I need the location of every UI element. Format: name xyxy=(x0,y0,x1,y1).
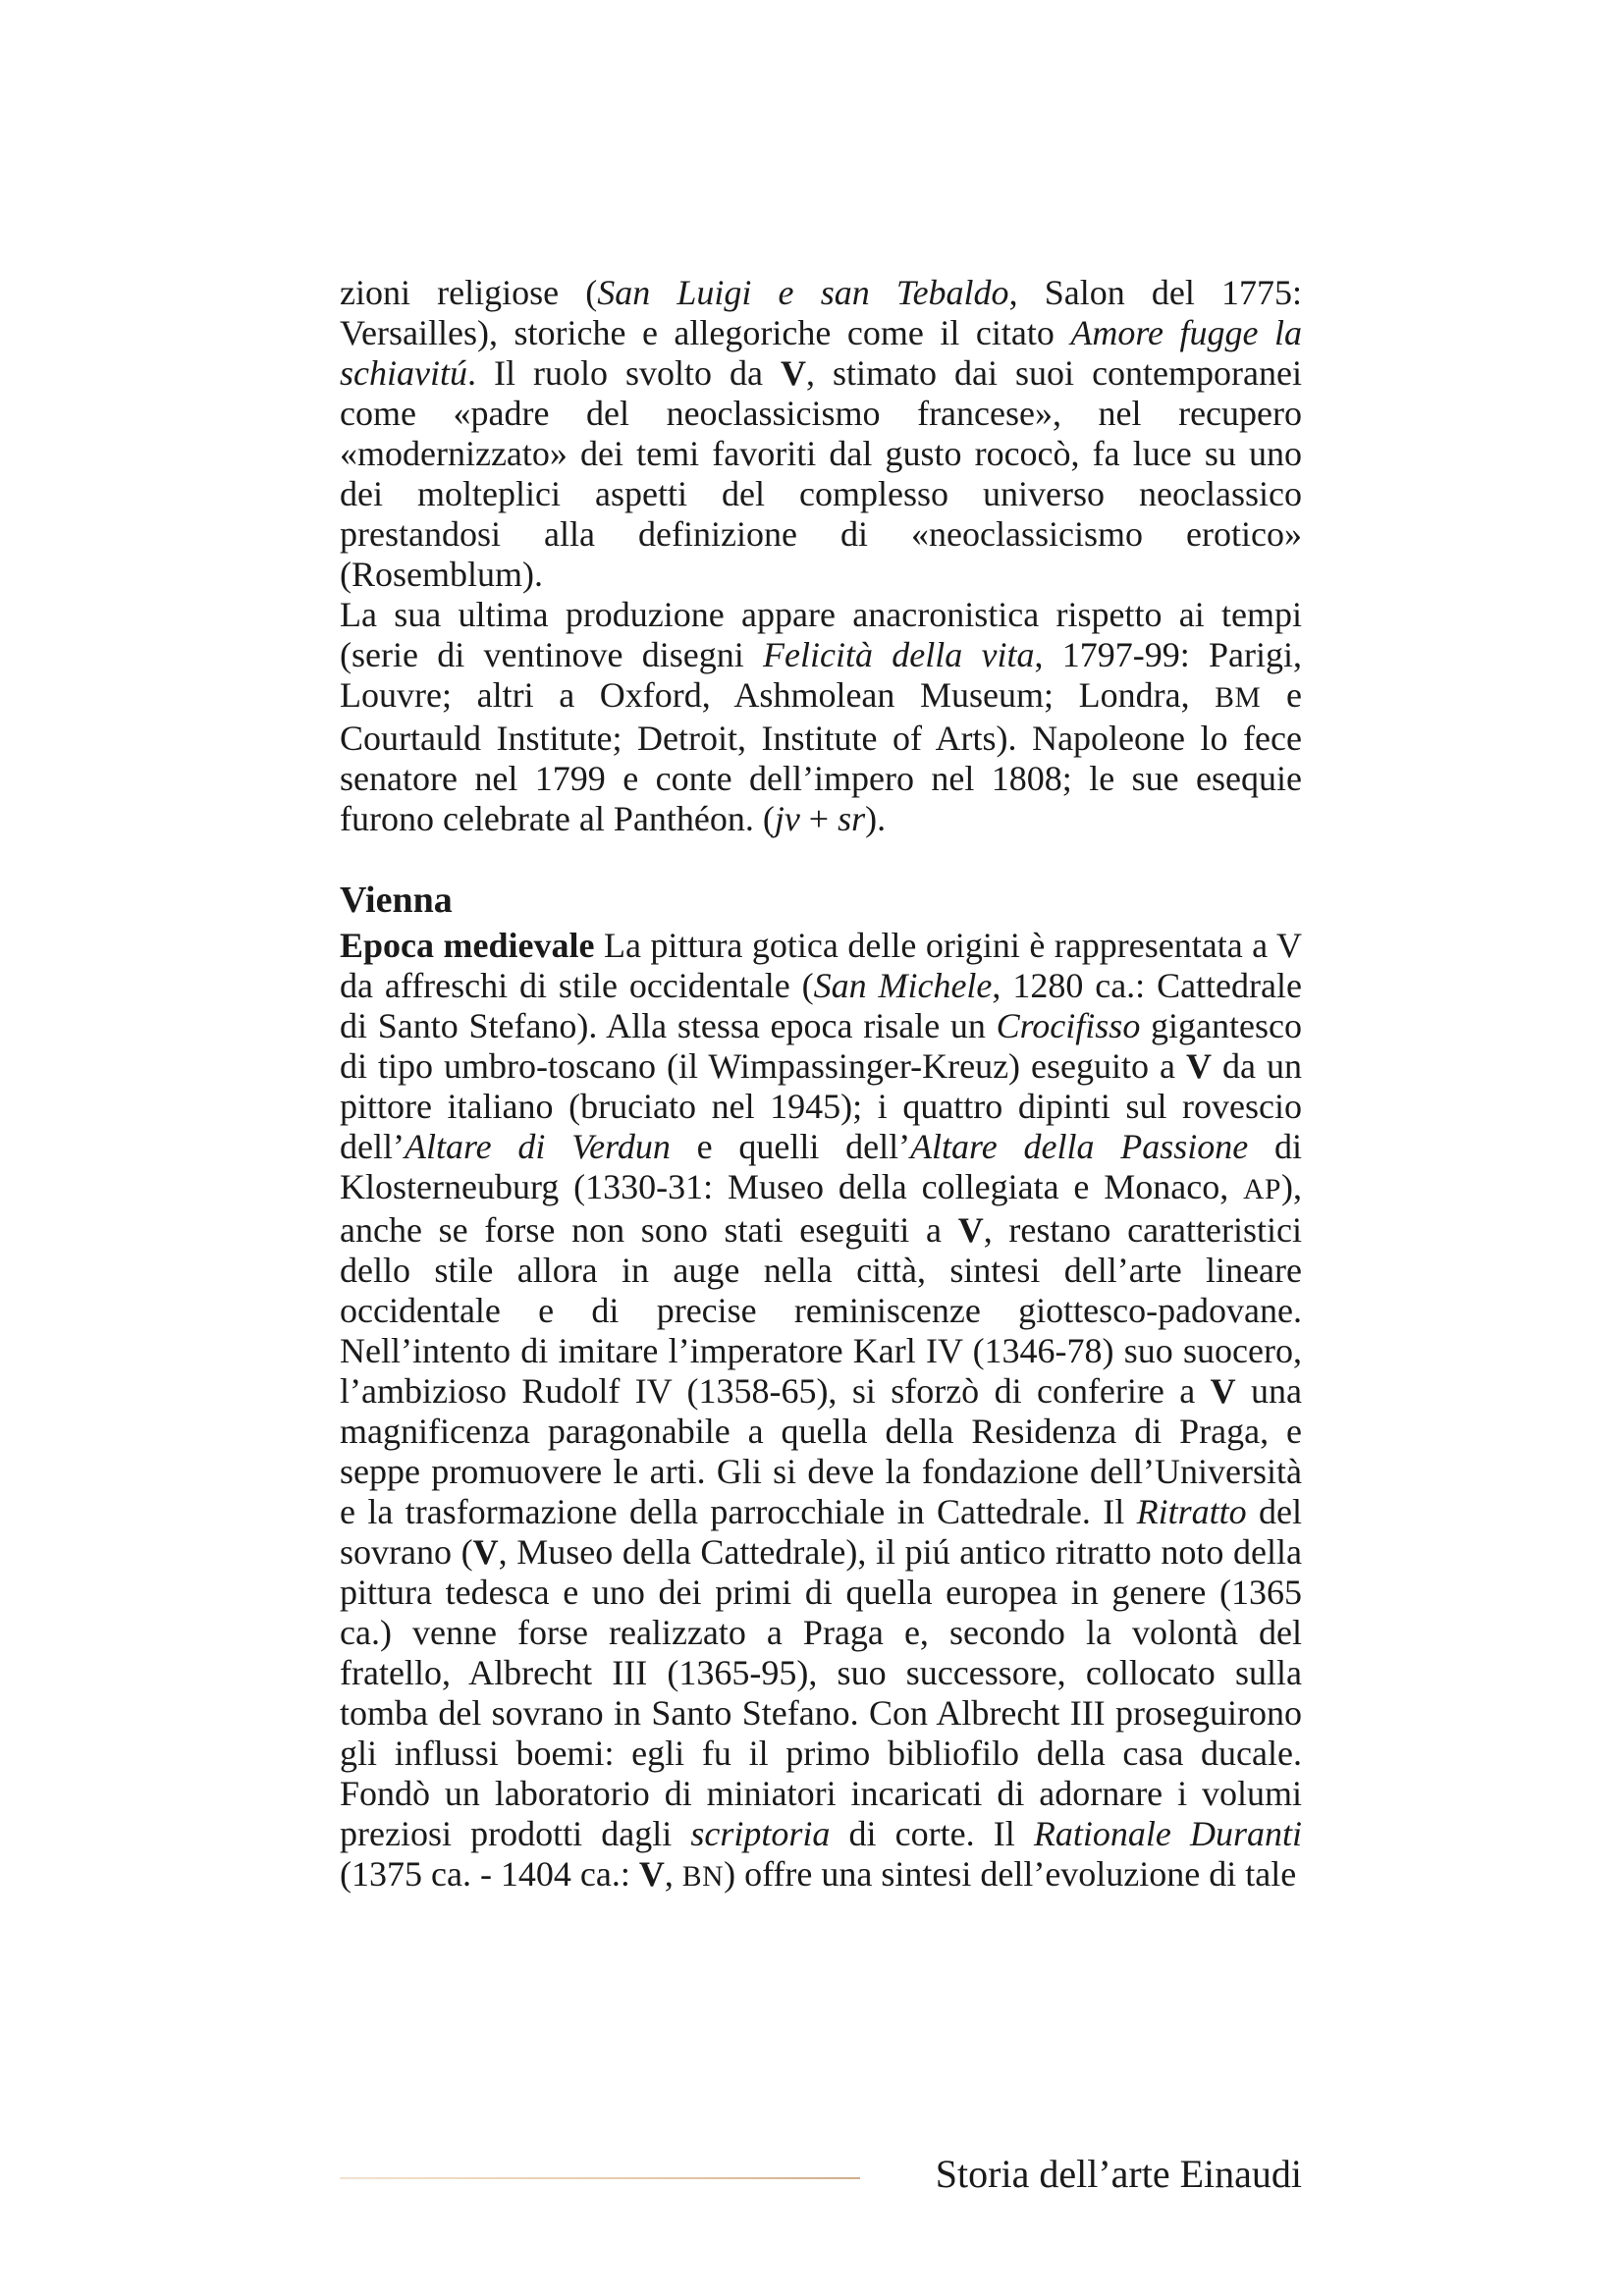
text-run: del sovrano ( xyxy=(340,1492,1302,1572)
subject-abbrev: V xyxy=(781,353,807,393)
paragraph-1 xyxy=(340,273,1302,595)
text-run: zioni religiose ( xyxy=(340,273,598,312)
text-run: , stimato dai suoi contemporanei come «padre del neoclassicismo francese», nel recupero «modernizzato» dei temi favoriti dal gusto rococò, fa luce su uno dei molteplici aspetti del complesso universo neoclassico prestandosi alla definizione di «neoclassicismo erotico» (Rosemblum). xyxy=(340,353,1302,594)
footer-rule xyxy=(340,2177,860,2179)
subject-abbrev: V xyxy=(472,1532,499,1572)
text-run: di corte. Il xyxy=(830,1814,1034,1853)
subject-abbrev: V xyxy=(638,1854,665,1894)
footer-publisher-text: Storia dell’arte Einaudi xyxy=(935,2152,1302,2196)
text-run: , Museo della Cattedrale), il piú antico ritratto noto della pittura tedesca e uno dei primi di quella europea in genere (1365 ca.) venne forse realizzato a Praga e, secondo la volontà del fratello, Albrecht III (1365-95), suo successore, collocato sulla tomba del sovrano in Santo Stefano. Con Albrecht III proseguirono gli influssi boemi: egli fu il primo bibliofilo della casa ducale. Fondò un laboratorio di miniatori incaricati di adornare i volumi preziosi prodotti dagli xyxy=(340,1532,1302,1853)
text-run: , 1797-99: Parigi, Louvre; altri a Oxford, Ashmolean Museum; Londra, xyxy=(340,635,1302,715)
text-run: e quelli dell’ xyxy=(670,1127,911,1166)
subject-abbrev: V xyxy=(957,1210,984,1250)
text-run: di Klosterneuburg (1330-31: Museo della collegiata e Monaco, xyxy=(340,1127,1302,1206)
artwork-title: Ritratto xyxy=(1136,1492,1247,1531)
museum-abbrev: AP xyxy=(1243,1174,1281,1205)
page-body xyxy=(340,273,1302,1897)
text-run: da un pittore italiano (bruciato nel 1945); i quattro dipinti sul rovescio dell’ xyxy=(340,1046,1302,1166)
museum-abbrev: BM xyxy=(1215,682,1262,714)
subject-abbrev: V xyxy=(1210,1371,1236,1411)
paragraph-3 xyxy=(340,926,1302,1897)
artwork-title: San Luigi e san Tebaldo xyxy=(597,273,1009,312)
artwork-title: Amore fugge la schiavitú xyxy=(340,313,1303,393)
museum-abbrev: BN xyxy=(681,1861,725,1893)
page-footer xyxy=(340,2150,1302,2199)
text-run: gigantesco di tipo umbro-toscano (il Wimpassinger-Kreuz) eseguito a xyxy=(340,1006,1302,1086)
paragraph-2 xyxy=(340,595,1302,839)
text-run: una magnificenza paragonabile a quella della Residenza di Praga, e seppe promuovere le arti. Gli si deve la fondazione dell’Università e la trasformazione della parrocchiale in Cattedrale. Il xyxy=(340,1371,1303,1531)
section-heading: Vienna xyxy=(340,880,453,921)
text-run: + xyxy=(799,799,839,838)
artwork-title: Altare della Passione xyxy=(910,1127,1249,1166)
artwork-title: Altare di Verdun xyxy=(404,1127,671,1166)
text-run: ), anche se forse non sono stati eseguiti a xyxy=(340,1167,1302,1250)
author-initials: jv xyxy=(774,799,800,838)
text-run: ). xyxy=(865,799,887,838)
text-run: ) offre una sintesi dell’evoluzione di tale xyxy=(724,1854,1297,1894)
subject-abbrev: V xyxy=(1186,1046,1212,1086)
text-run: , 1280 ca.: Cattedrale di Santo Stefano). Alla stessa epoca risale un xyxy=(340,966,1302,1045)
text-run: La sua ultima produzione appare anacronistica rispetto ai tempi (serie di ventinove disegni xyxy=(340,595,1302,674)
artwork-title: Felicità della vita xyxy=(763,635,1035,674)
artwork-title: Crocifisso xyxy=(996,1006,1141,1045)
text-run: , xyxy=(664,1854,682,1894)
text-run: (1375 ca. - 1404 ca.: xyxy=(340,1854,639,1894)
subsection-label: Epoca medievale xyxy=(340,926,595,965)
text-run: , restano caratteristici dello stile allora in auge nella città, sintesi dell’arte lineare occidentale e di precise reminiscenze giottesco-padovane. Nell’intento di imitare l’imperatore Karl IV (1346-78) suo suocero, l’ambizioso Rudolf IV (1358-65), si sforzò di conferire a xyxy=(340,1210,1302,1411)
latin-term: scriptoria xyxy=(690,1814,831,1853)
artwork-title: San Michele xyxy=(813,966,993,1005)
author-initials: sr xyxy=(838,799,866,838)
text-run: , Salon del 1775: Versailles), storiche e allegoriche come il citato xyxy=(340,273,1303,352)
artwork-title: Rationale Duranti xyxy=(1033,1814,1302,1853)
text-run: . Il ruolo svolto da xyxy=(466,353,782,393)
text-run: e Courtauld Institute; Detroit, Institute of Arts). Napoleone lo fece senatore nel 1799 e conte dell’impero nel 1808; le sue esequie furono celebrate al Panthéon. ( xyxy=(340,675,1303,838)
text-run: La pittura gotica delle origini è rappresentata a V da affreschi di stile occidentale ( xyxy=(340,926,1302,1005)
